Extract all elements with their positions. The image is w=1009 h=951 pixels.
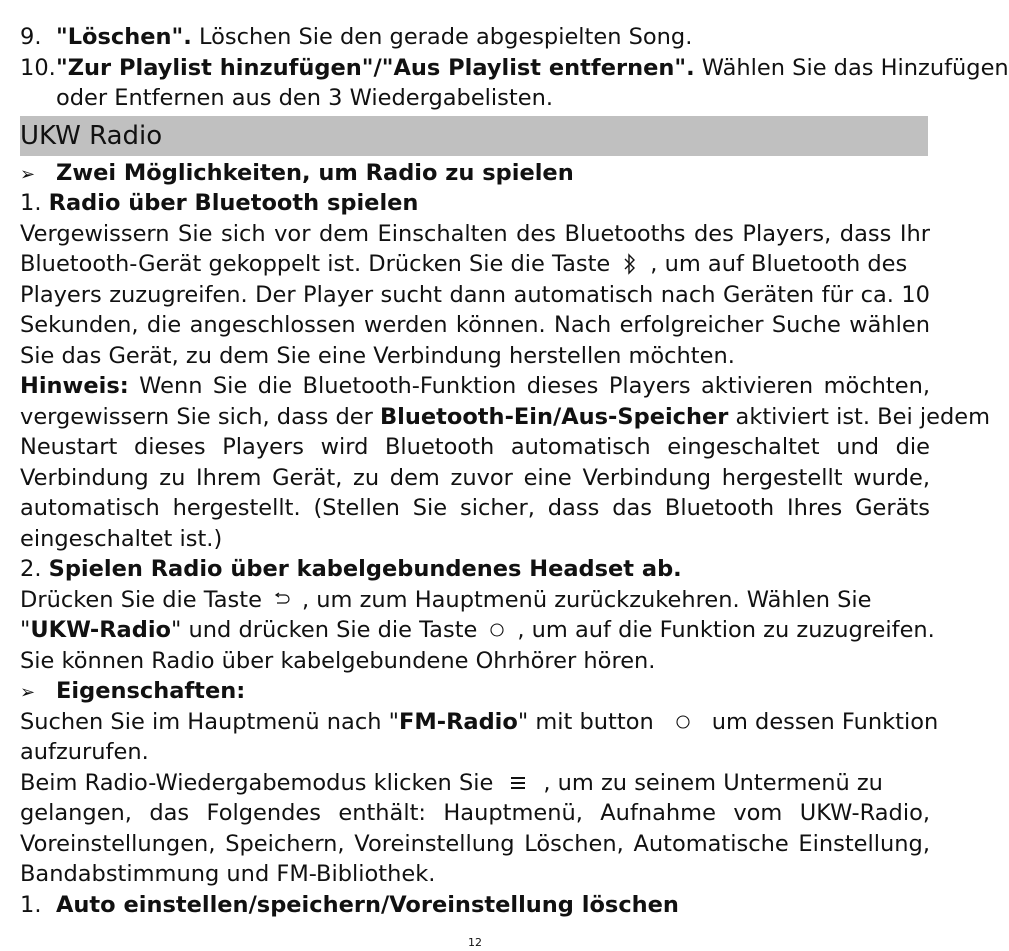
list-item-bold: "Löschen". bbox=[56, 24, 192, 50]
ok-circle-icon bbox=[654, 707, 712, 738]
text-segment: vergewissern Sie sich, dass der bbox=[20, 403, 380, 430]
page-number: 12 bbox=[468, 936, 482, 949]
text-segment: , um zu seinem Untermenü zu bbox=[543, 769, 883, 796]
text-segment: Beim Radio-Wiedergabemodus klicken Sie bbox=[20, 769, 494, 796]
text-bold: Bluetooth-Ein/Aus-Speicher bbox=[379, 403, 729, 430]
para4-line1 bbox=[20, 768, 930, 799]
sub-title: Spielen Radio über kabelgebundenes Headset ab. bbox=[48, 556, 682, 582]
list-item-10-continuation: oder Entfernen aus den 3 Wiedergabelisten. bbox=[56, 85, 553, 111]
note-label: Hinweis: bbox=[20, 373, 129, 399]
text-segment: , um auf die Funktion zu zuzugreifen. bbox=[517, 617, 935, 643]
list-number: 10. bbox=[20, 54, 56, 81]
bluetooth-icon bbox=[610, 249, 650, 280]
para1-line1: Vergewissern Sie sich vor dem Einschalten des Bluetooths des Players, dass Ihr bbox=[20, 220, 930, 247]
para1-line2 bbox=[20, 249, 930, 280]
text-segment: " bbox=[20, 617, 31, 643]
list-number: 1. bbox=[20, 891, 42, 918]
text-segment: " mit button bbox=[517, 708, 654, 735]
para1-line5: Sie das Gerät, zu dem Sie eine Verbindung herstellen möchten. bbox=[20, 342, 735, 369]
list-item-10 bbox=[20, 53, 1009, 84]
note-line2 bbox=[20, 402, 990, 433]
ok-circle-icon bbox=[477, 615, 517, 646]
para2-line1 bbox=[20, 585, 930, 616]
arrow-bullet-icon: ➢ bbox=[20, 682, 36, 703]
text-segment: Suchen Sie im Hauptmenü nach " bbox=[20, 708, 399, 735]
heading-two-ways bbox=[20, 158, 930, 189]
heading-text: Eigenschaften: bbox=[56, 678, 246, 704]
para1-line3: Players zuzugreifen. Der Player sucht dann automatisch nach Geräten für ca. 10 bbox=[20, 281, 930, 308]
list-item-bold: Auto einstellen/speichern/Voreinstellung löschen bbox=[56, 891, 679, 918]
para3-line1 bbox=[20, 707, 939, 738]
text-segment: um dessen Funktion bbox=[711, 708, 939, 735]
back-icon bbox=[262, 585, 302, 616]
list-item-bold: "Zur Playlist hinzufügen"/"Aus Playlist entfernen". bbox=[56, 54, 695, 81]
heading-features bbox=[20, 676, 930, 707]
list-item-auto bbox=[20, 890, 930, 921]
list-number: 9. bbox=[20, 24, 42, 50]
sub-title: Radio über Bluetooth spielen bbox=[48, 190, 419, 216]
note-line5: automatisch hergestellt. (Stellen Sie sicher, dass das Bluetooth Ihres Geräts bbox=[20, 495, 930, 521]
text-segment: Wenn Sie die Bluetooth-Funktion dieses Players aktivieren möchten, bbox=[128, 373, 930, 399]
list-item-9 bbox=[20, 22, 930, 53]
para4-line3: Voreinstellungen, Speichern, Voreinstellung Löschen, Automatische Einstellung, bbox=[20, 830, 930, 857]
note-line1 bbox=[20, 371, 930, 402]
text-segment: " und drücken Sie die Taste bbox=[171, 617, 478, 643]
note-line4: Verbindung zu Ihrem Gerät, zu dem zuvor eine Verbindung hergestellt wurde, bbox=[20, 464, 930, 491]
list-item-text: Wählen Sie das Hinzufügen bbox=[694, 54, 1009, 81]
text-segment: , um auf Bluetooth des bbox=[650, 251, 908, 277]
heading-text: Zwei Möglichkeiten, um Radio zu spielen bbox=[56, 159, 574, 186]
para1-line4: Sekunden, die angeschlossen werden können. Nach erfolgreicher Suche wählen bbox=[20, 312, 930, 338]
para4-line4: Bandabstimmung und FM-Bibliothek. bbox=[20, 861, 436, 887]
note-line3: Neustart dieses Players wird Bluetooth automatisch eingeschaltet und die bbox=[20, 434, 930, 460]
sub-number: 1. bbox=[20, 190, 42, 216]
arrow-bullet-icon: ➢ bbox=[20, 163, 36, 185]
subheading-headset bbox=[20, 554, 930, 585]
text-segment: , um zum Hauptmenü zurückzukehren. Wählen Sie bbox=[301, 586, 872, 613]
para2-line2 bbox=[20, 615, 935, 646]
list-item-text: Löschen Sie den gerade abgespielten Song. bbox=[191, 24, 693, 50]
text-bold: FM-Radio bbox=[398, 708, 518, 735]
sub-number: 2. bbox=[20, 556, 42, 582]
menu-icon bbox=[493, 768, 543, 799]
para2-line3: Sie können Radio über kabelgebundene Ohrhörer hören. bbox=[20, 647, 656, 674]
text-bold: UKW-Radio bbox=[30, 617, 171, 643]
text-segment: aktiviert ist. Bei jedem bbox=[728, 403, 990, 430]
para3-line2: aufzurufen. bbox=[20, 739, 149, 765]
text-segment: Bluetooth-Gerät gekoppelt ist. Drücken Sie die Taste bbox=[20, 251, 611, 277]
note-line6: eingeschaltet ist.) bbox=[20, 525, 223, 552]
section-title: UKW Radio bbox=[20, 116, 928, 156]
subheading-bluetooth bbox=[20, 188, 930, 219]
text-segment: Drücken Sie die Taste bbox=[20, 586, 262, 613]
para4-line2: gelangen, das Folgendes enthält: Hauptmenü, Aufnahme vom UKW-Radio, bbox=[20, 800, 930, 826]
manual-page bbox=[20, 22, 1009, 920]
